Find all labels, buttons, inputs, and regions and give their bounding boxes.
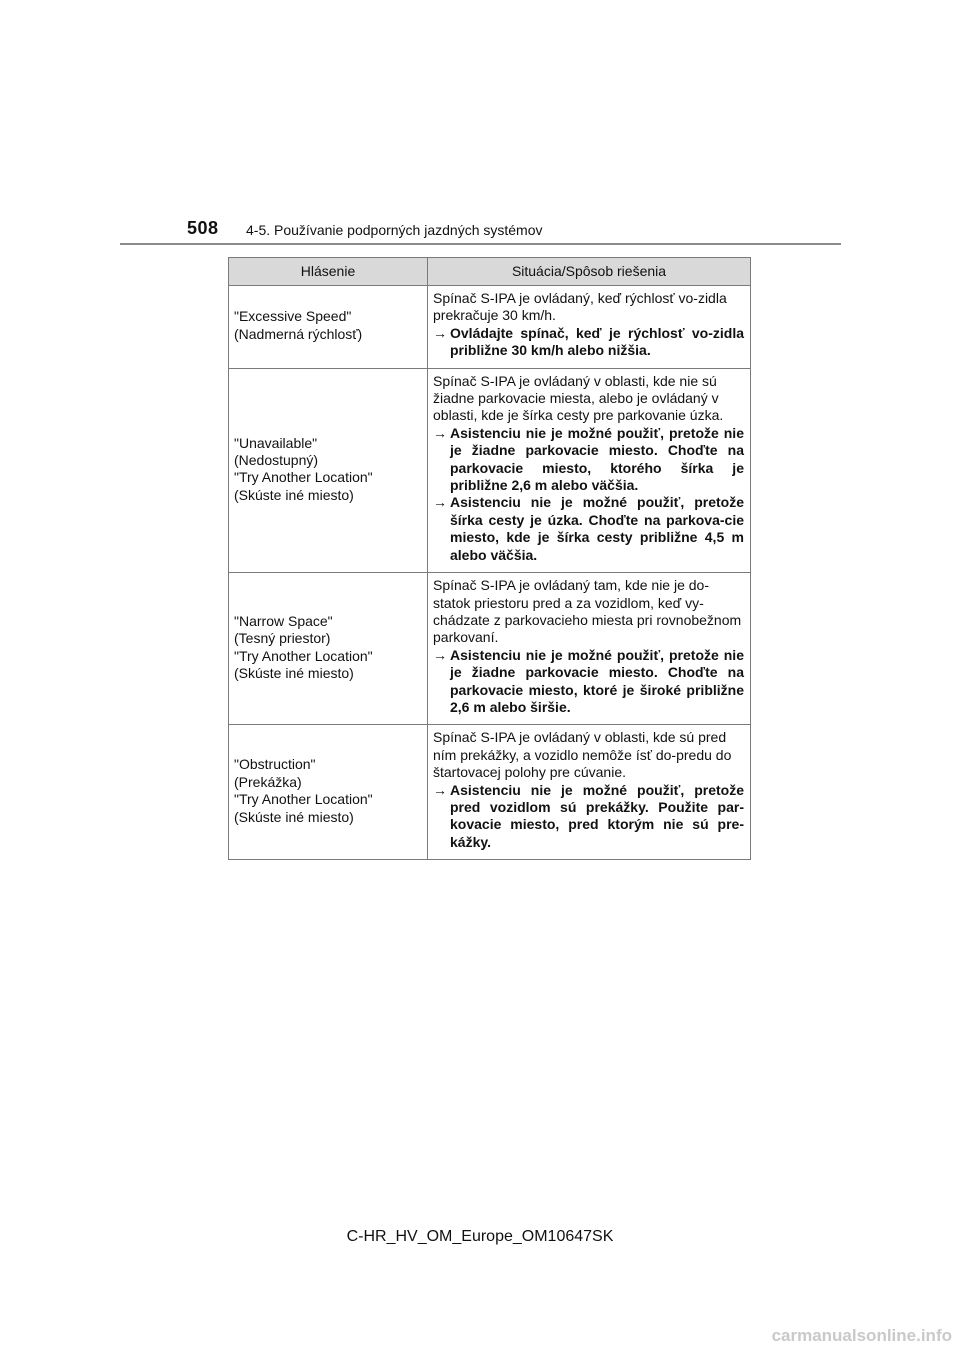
action-item [433, 647, 744, 717]
page-header [0, 0, 960, 250]
solution-cell [428, 368, 751, 572]
message-line: "Try Another Location" [234, 647, 373, 664]
message-line: "Narrow Space" [234, 612, 333, 629]
document-code: C-HR_HV_OM_Europe_OM10647SK [346, 1228, 614, 1245]
message-table [228, 257, 751, 860]
message-line: "Unavailable" [234, 434, 318, 451]
header-divider [120, 243, 841, 245]
message-line: (Prekážka) [234, 773, 302, 790]
table-row [229, 573, 751, 725]
action-item [433, 782, 744, 852]
message-cell [229, 368, 428, 572]
arrow-right-icon: → [433, 424, 447, 441]
message-line: "Obstruction" [234, 756, 316, 773]
table-row [229, 725, 751, 860]
section-title: 4-5. Používanie podporných jazdných systémov [246, 222, 543, 238]
message-line: (Nedostupný) [234, 451, 319, 468]
message-line: "Excessive Speed" [234, 308, 352, 325]
arrow-right-icon: → [433, 646, 447, 663]
situation-text: Spínač S-IPA je ovládaný tam, kde nie je do-statok priestoru pred a za vozidlom, keď vy-chádzate z parkovacieho miesta pri rovnobežnom parkovaní. [433, 577, 742, 646]
action-text: Asistenciu nie je možné použiť, pretože nie je žiadne parkovacie miesto. Choďte na parkovacie miesto, ktorého šírka je približne 2,6 m alebo väčšia. [450, 424, 744, 494]
column-header-solution: Situácia/Spôsob riešenia [428, 258, 751, 286]
action-text: Asistenciu nie je možné použiť, pretože nie je žiadne parkovacie miesto. Choďte na parkovacie miesto, ktoré je široké približne 2,6 m alebo širšie. [450, 646, 744, 715]
message-cell [229, 573, 428, 725]
message-line: (Skúste iné miesto) [234, 486, 354, 503]
page-number: 508 [187, 218, 219, 238]
action-text: Asistenciu nie je možné použiť, pretože šírka cesty je úzka. Choďte na parkova-cie miesto, kde je šírka cesty približne 4,5 m alebo väčšia. [450, 494, 744, 563]
table-row [229, 286, 751, 369]
message-line: (Skúste iné miesto) [234, 808, 354, 825]
action-item [433, 425, 744, 495]
message-line: (Tesný priestor) [234, 630, 331, 647]
action-item [433, 494, 744, 564]
arrow-right-icon: → [433, 494, 447, 511]
arrow-right-icon: → [433, 324, 447, 341]
table-header-row [229, 258, 751, 286]
action-item [433, 325, 744, 360]
message-line: "Try Another Location" [234, 469, 373, 486]
table-row [229, 368, 751, 572]
column-header-message: Hlásenie [229, 258, 428, 286]
action-text: Ovládajte spínač, keď je rýchlosť vo-zidla približne 30 km/h alebo nižšia. [450, 324, 744, 359]
watermark-link[interactable]: carmanualsonline.info [771, 1326, 952, 1345]
solution-cell [428, 286, 751, 369]
message-line: (Nadmerná rýchlosť) [234, 325, 363, 342]
situation-text: Spínač S-IPA je ovládaný, keď rýchlosť vo-zidla prekračuje 30 km/h. [433, 290, 727, 324]
message-line: "Try Another Location" [234, 791, 373, 808]
message-line: (Skúste iné miesto) [234, 665, 354, 682]
action-text: Asistenciu nie je možné použiť, pretože pred vozidlom sú prekážky. Použite par-kovacie miesto, pred ktorým nie sú pre-kážky. [450, 781, 744, 850]
solution-cell [428, 573, 751, 725]
arrow-right-icon: → [433, 781, 447, 798]
situation-text: Spínač S-IPA je ovládaný v oblasti, kde nie sú žiadne parkovacie miesta, alebo je ovládaný v oblasti, kde je šírka cesty pre parkovanie úzka. [433, 372, 724, 424]
situation-text: Spínač S-IPA je ovládaný v oblasti, kde sú pred ním prekážky, a vozidlo nemôže ísť do-predu do štartovacej polohy pre cúvanie. [433, 729, 732, 781]
solution-cell [428, 725, 751, 860]
message-cell [229, 725, 428, 860]
message-cell [229, 286, 428, 369]
